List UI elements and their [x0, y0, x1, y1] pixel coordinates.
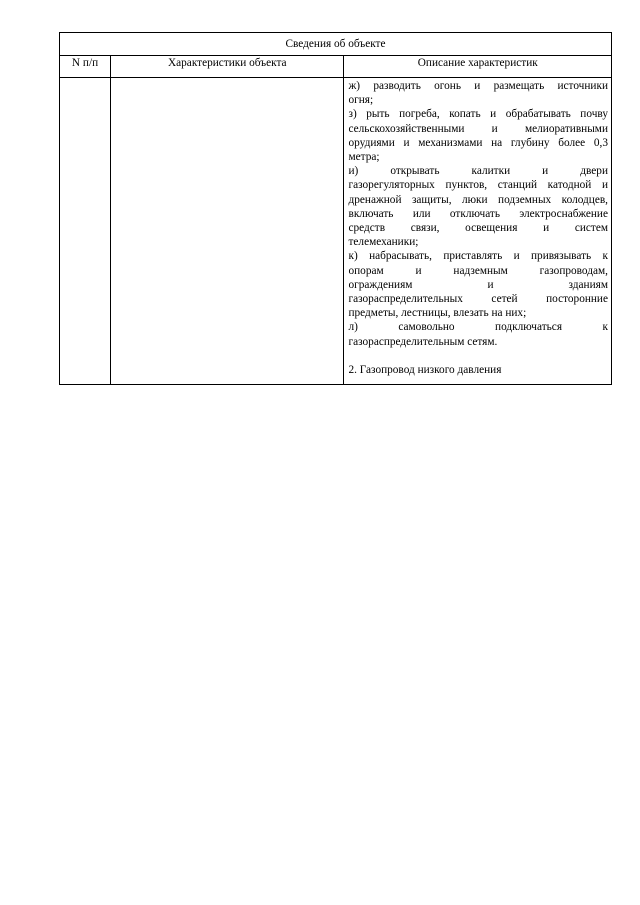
description-line: и) открывать калитки и двери [348, 165, 608, 178]
object-info-table [59, 32, 612, 385]
description-line: к) набрасывать, приставлять и привязывать к [348, 250, 608, 263]
description-line: з) рыть погреба, копать и обрабатывать почву [348, 108, 608, 121]
description-line: сельскохозяйственными и мелиоративными [348, 122, 608, 135]
cell-description [344, 78, 612, 385]
blank-line [348, 349, 608, 363]
description-line: газорегуляторных пунктов, станций катодной и [348, 179, 608, 192]
description-line: огня; [348, 94, 374, 107]
header-number: N п/п [60, 56, 111, 78]
description-line: дренажной защиты, люки подземных колодцев, [348, 193, 608, 206]
description-line: газораспределительным сетям. [348, 335, 498, 348]
cell-characteristic [111, 78, 344, 385]
table-caption-row [60, 33, 612, 56]
description-line: ограждениям и зданиям [348, 278, 608, 291]
description-line: включать или отключать электроснабжение [348, 207, 608, 220]
description-line: средств связи, освещения и систем [348, 222, 608, 235]
header-description: Описание характеристик [344, 56, 612, 78]
description-line: ж) разводить огонь и размещать источники [348, 80, 608, 92]
description-line: телемеханики; [348, 236, 419, 249]
table-header-row [60, 56, 612, 78]
cell-number [60, 78, 111, 385]
table-row [60, 78, 612, 385]
description-line: опорам и надземным газопроводам, [348, 264, 608, 277]
description-line: метра; [348, 151, 380, 164]
description-line: л) самовольно подключаться к [348, 321, 608, 334]
table-caption: Сведения об объекте [60, 33, 612, 56]
description-line: газораспределительных сетей посторонние [348, 293, 608, 306]
description-line: предметы, лестницы, влезать на них; [348, 307, 527, 320]
description-line: 2. Газопровод низкого давления [348, 363, 502, 376]
header-characteristic: Характеристики объекта [111, 56, 344, 78]
description-line: орудиями и механизмами на глубину более 0,3 [348, 136, 608, 149]
